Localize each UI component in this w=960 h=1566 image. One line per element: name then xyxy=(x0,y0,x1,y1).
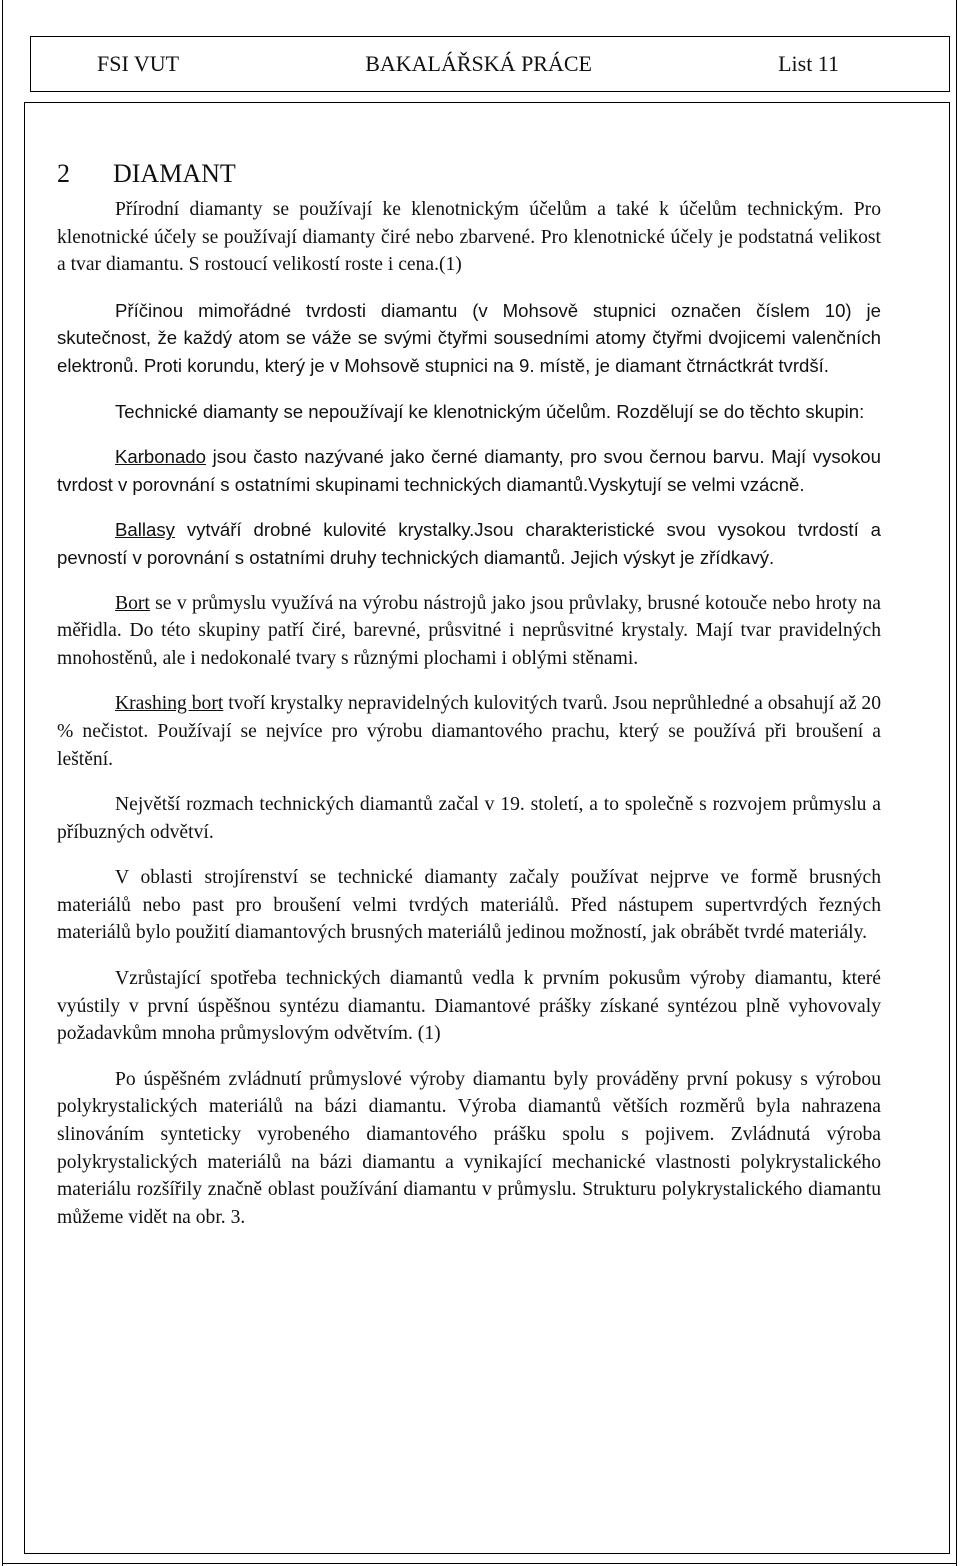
term-krashing-bort: Krashing bort xyxy=(115,693,224,715)
document-body xyxy=(57,156,881,1231)
header-doc-type: BAKALÁŘSKÁ PRÁCE xyxy=(365,51,592,76)
paragraph-text: se v průmyslu využívá na výrobu nástrojů jako jsou průvlaky, brusné kotouče nebo hroty na měřidla. Do této skupiny patří čiré, barevné, průsvitné i neprůsvitné krystaly. Mají tvar pravidelných mnohostěnů, ale i nedokonalé tvary s různými plochami i oblými stěnami. xyxy=(57,592,881,669)
paragraph xyxy=(57,590,881,673)
section-heading xyxy=(57,156,881,192)
page-header xyxy=(30,36,950,92)
page-border-right xyxy=(956,0,957,1566)
section-number: 2 xyxy=(57,159,70,188)
paragraph xyxy=(57,516,881,571)
paragraph xyxy=(57,690,881,773)
paragraph xyxy=(57,196,881,279)
paragraph-text: Přírodní diamanty se používají ke klenotnickým účelům a také k účelům technickým. Pro klenotnické účely se používají diamanty čiré nebo zbarvené. Pro klenotnické účely je podstatná velikost a tvar diamantu. S rostoucí velikostí roste i cena.(1) xyxy=(57,199,881,276)
paragraph xyxy=(57,791,881,846)
term-bort: Bort xyxy=(115,592,150,614)
term-karbonado: Karbonado xyxy=(115,446,206,468)
paragraph xyxy=(57,864,881,947)
paragraph-text: tvoří krystalky nepravidelných kulovitých tvarů. Jsou neprůhledné a obsahují až 20 % nečistot. Používají se nejvíce pro výrobu diamantového prachu, který se používá při broušení a leštění. xyxy=(57,693,881,770)
paragraph xyxy=(57,443,881,498)
paragraph-text: Technické diamanty se nepoužívají ke klenotnickým účelům. Rozdělují se do těchto skupin: xyxy=(115,400,865,422)
header-institution: FSI VUT xyxy=(97,51,180,76)
paragraph-text: vytváří drobné kulovité krystalky.Jsou charakteristické svou vysokou tvrdostí a pevností v porovnání s ostatními druhy technických diamantů. Jejich výskyt je zřídkavý. xyxy=(57,519,881,568)
paragraph-text: Vzrůstající spotřeba technických diamantů vedla k prvním pokusům výroby diamantu, které vyústily v první úspěšnou syntézu diamantu. Diamantové prášky získané syntézou plně vyhovovaly požadavkům mnoha průmyslovým odvětvím. (1) xyxy=(57,968,881,1045)
paragraph-text: Největší rozmach technických diamantů začal v 19. století, a to společně s rozvojem průmyslu a příbuzných odvětví. xyxy=(57,794,881,843)
paragraph-text: V oblasti strojírenství se technické diamanty začaly používat nejprve ve formě brusných materiálů nebo past pro broušení velmi tvrdých materiálů. Před nástupem supertvrdých řezných materiálů bylo použití diamantových brusných materiálů jedinou možností, jak obrábět tvrdé materiály. xyxy=(57,867,881,944)
header-page-label: List 11 xyxy=(778,51,839,76)
term-ballasy: Ballasy xyxy=(115,519,175,541)
page-border-left xyxy=(2,0,3,1566)
paragraph xyxy=(57,965,881,1048)
paragraph-text: Příčinou mimořádné tvrdosti diamantu (v Mohsově stupnici označen číslem 10) je skutečnost, že každý atom se váže se svými čtyřmi sousedními atomy čtyřmi dvojicemi valenčních elektronů. Proti korundu, který je v Mohsově stupnici na 9. místě, je diamant čtrnáctkrát tvrdší. xyxy=(57,299,881,376)
paragraph xyxy=(57,297,881,380)
paragraph xyxy=(57,398,881,426)
page-border-bottom xyxy=(2,1563,956,1564)
section-title: DIAMANT xyxy=(113,159,236,188)
paragraph xyxy=(57,1066,881,1232)
paragraph-text: jsou často nazývané jako černé diamanty, pro svou černou barvu. Mají vysokou tvrdost v porovnání s ostatními skupinami technických diamantů.Vyskytují se velmi vzácně. xyxy=(57,446,881,495)
paragraph-text: Po úspěšném zvládnutí průmyslové výroby diamantu byly prováděny první pokusy s výrobou polykrystalických materiálů na bázi diamantu. Výroba diamantů větších rozměrů byla nahrazena slinováním synteticky vyrobeného diamantového prášku spolu s pojivem. Zvládnutá výroba polykrystalických materiálů na bázi diamantu a vynikající mechanické vlastnosti polykrystalického materiálu rozšířily značně oblast používání diamantu v průmyslu. Strukturu polykrystalického diamantu můžeme vidět na obr. 3. xyxy=(57,1068,881,1228)
